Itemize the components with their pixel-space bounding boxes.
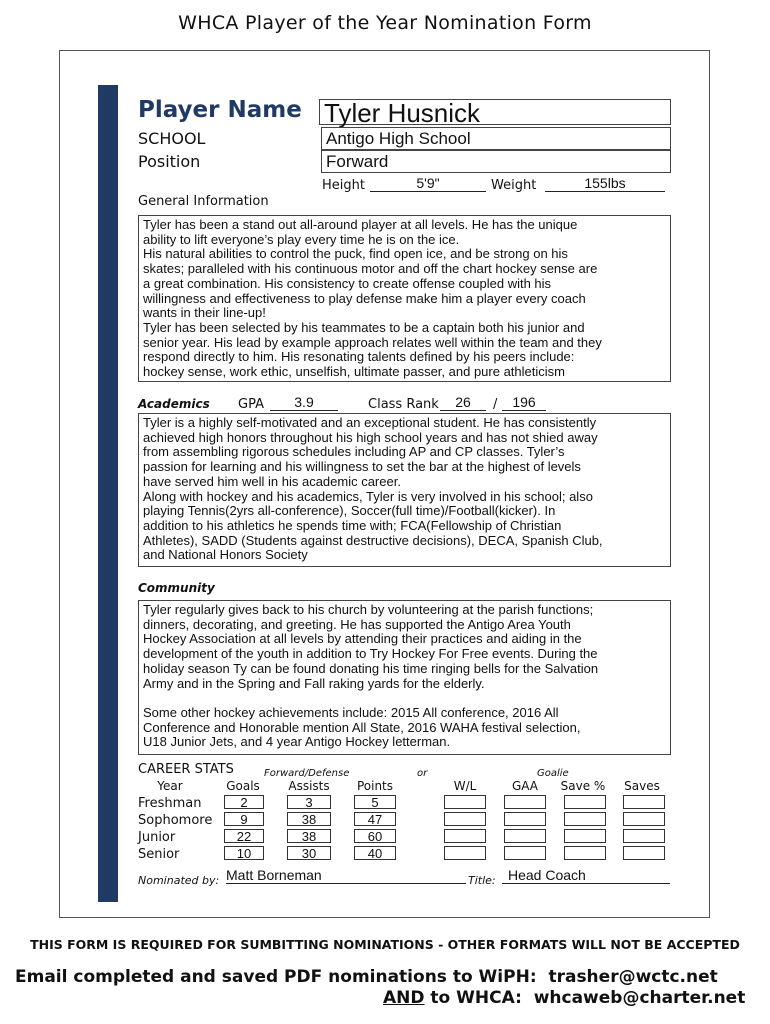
height-field[interactable]: 5'9" — [370, 176, 486, 192]
email-line-wiph: Email completed and saved PDF nominations to WiPH: trasher@wctc.net — [15, 967, 718, 987]
junior-wl[interactable] — [444, 829, 486, 843]
junior-goals[interactable]: 22 — [224, 829, 264, 843]
col-saves-header: Saves — [624, 779, 660, 793]
sophomore-goals[interactable]: 9 — [224, 812, 264, 826]
general-info-text[interactable]: Tyler has been a stand out all-around player at all levels. He has the unique ability to lift everyone’s play every time he is on the ice. His natural abilities to control the puck, find open ice, and be strong on his skates; paralleled with his continuous motor and off the chart hockey sense are a great combination. His consistency to create offense coupled with his willingness and effectiveness to play defense make him a player every coach wants in their line-up! Tyler has been selected by his teammates to be a captain both his junior and senior year. His lead by example approach relates well within the team and they respond directly to him. His resonating talents defined by his peers include: hockey sense, work ethic, unselfish, ultimate passer, and pure athleticism — [138, 215, 671, 382]
senior-wl[interactable] — [444, 846, 486, 860]
nominated-by-field[interactable]: Matt Borneman — [226, 868, 466, 884]
nominator-title-field[interactable]: Head Coach — [502, 868, 670, 884]
sophomore-points[interactable]: 47 — [354, 812, 396, 826]
class-rank-label: Class Rank — [368, 397, 439, 412]
community-text[interactable]: Tyler regularly gives back to his church by volunteering at the parish functions; dinners, decorating, and greeting. He has supported the Antigo Area Youth Hockey Association at all levels by attending their practices and aiding in the development of the youth in addition to Try Hockey For Free events. During the holiday season Ty can be found donating his time ringing bells for the Salvation Army and in the Spring and Fall raking yards for the elderly. Some other hockey achievements include: 2015 All conference, 2016 All Conference and Honorable mention All State, 2016 WAHA festival selection, U18 Junior Jets, and 4 year Antigo Hockey letterman. — [138, 600, 671, 755]
class-size-field[interactable]: 196 — [502, 395, 546, 411]
col-wl-header: W/L — [453, 779, 477, 793]
gpa-label: GPA — [238, 397, 264, 412]
freshman-gaa[interactable] — [504, 795, 546, 809]
player-name-label: Player Name — [138, 97, 302, 123]
col-year-header: Year — [157, 779, 183, 793]
form-notice: THIS FORM IS REQUIRED FOR SUMBITTING NOMINATIONS - OTHER FORMATS WILL NOT BE ACCEPTED — [30, 937, 740, 952]
title-label: Title: — [468, 874, 496, 887]
row-sophomore-year: Sophomore — [138, 813, 213, 828]
row-senior-year: Senior — [138, 847, 180, 862]
email-whca-text: to WHCA: whcaweb@charter.net — [424, 988, 746, 1008]
junior-saves[interactable] — [623, 829, 665, 843]
junior-assists[interactable]: 38 — [287, 829, 331, 843]
senior-points[interactable]: 40 — [354, 846, 396, 860]
class-rank-field[interactable]: 26 — [440, 395, 486, 411]
player-name-field[interactable]: Tyler Husnick — [319, 99, 671, 125]
school-label: SCHOOL — [138, 129, 206, 148]
freshman-save-pct[interactable] — [564, 795, 606, 809]
sophomore-wl[interactable] — [444, 812, 486, 826]
sophomore-gaa[interactable] — [504, 812, 546, 826]
col-points-header: Points — [356, 779, 394, 793]
rank-separator: / — [493, 397, 498, 412]
academics-label: Academics — [138, 397, 210, 411]
weight-label: Weight — [491, 178, 537, 193]
sophomore-saves[interactable] — [623, 812, 665, 826]
senior-gaa[interactable] — [504, 846, 546, 860]
col-goals-header: Goals — [226, 779, 260, 793]
sophomore-assists[interactable]: 38 — [287, 812, 331, 826]
or-label: or — [417, 768, 428, 779]
email-line-whca — [383, 988, 745, 1008]
senior-assists[interactable]: 30 — [287, 846, 331, 860]
height-label: Height — [322, 178, 365, 193]
row-freshman-year: Freshman — [138, 796, 202, 811]
senior-saves[interactable] — [623, 846, 665, 860]
freshman-points[interactable]: 5 — [354, 795, 396, 809]
freshman-assists[interactable]: 3 — [287, 795, 331, 809]
col-gaa-header: GAA — [511, 779, 539, 793]
weight-field[interactable]: 155lbs — [545, 176, 665, 192]
junior-gaa[interactable] — [504, 829, 546, 843]
freshman-saves[interactable] — [623, 795, 665, 809]
senior-goals[interactable]: 10 — [224, 846, 264, 860]
col-assists-header: Assists — [288, 779, 330, 793]
sophomore-save-pct[interactable] — [564, 812, 606, 826]
col-save-pct-header: Save % — [560, 779, 606, 793]
nominated-by-label: Nominated by: — [138, 874, 220, 887]
position-label: Position — [138, 152, 201, 171]
junior-points[interactable]: 60 — [354, 829, 396, 843]
senior-save-pct[interactable] — [564, 846, 606, 860]
and-word: AND — [383, 988, 425, 1008]
academics-text[interactable]: Tyler is a highly self-motivated and an exceptional student. He has consistently achieved high honors throughout his high school years and has not shied away from assembling rigorous schedules including AP and CP classes. Tyler’s passion for learning and his willingness to set the bar at the highest of levels have served him well in his academic career. Along with hockey and his academics, Tyler is very involved in his school; also playing Tennis(2yrs all-conference), Soccer(full time)/Football(kicker). In addition to his athletics he spends time with; FCA(Fellowship of Christian Athletes), SADD (Students against destructive decisions), DECA, Spanish Club, and National Honors Society — [138, 413, 671, 567]
career-stats-label: CAREER STATS — [138, 762, 234, 777]
form-title: WHCA Player of the Year Nomination Form — [178, 12, 592, 34]
forward-defense-label: Forward/Defense — [264, 768, 350, 779]
freshman-goals[interactable]: 2 — [224, 795, 264, 809]
accent-bar — [98, 85, 118, 902]
general-info-label: General Information — [138, 194, 269, 209]
community-label: Community — [138, 581, 215, 595]
gpa-field[interactable]: 3.9 — [270, 395, 338, 411]
freshman-wl[interactable] — [444, 795, 486, 809]
goalie-label: Goalie — [537, 768, 569, 779]
school-field[interactable]: Antigo High School — [321, 127, 671, 150]
junior-save-pct[interactable] — [564, 829, 606, 843]
position-field[interactable]: Forward — [321, 150, 671, 173]
row-junior-year: Junior — [138, 830, 176, 845]
